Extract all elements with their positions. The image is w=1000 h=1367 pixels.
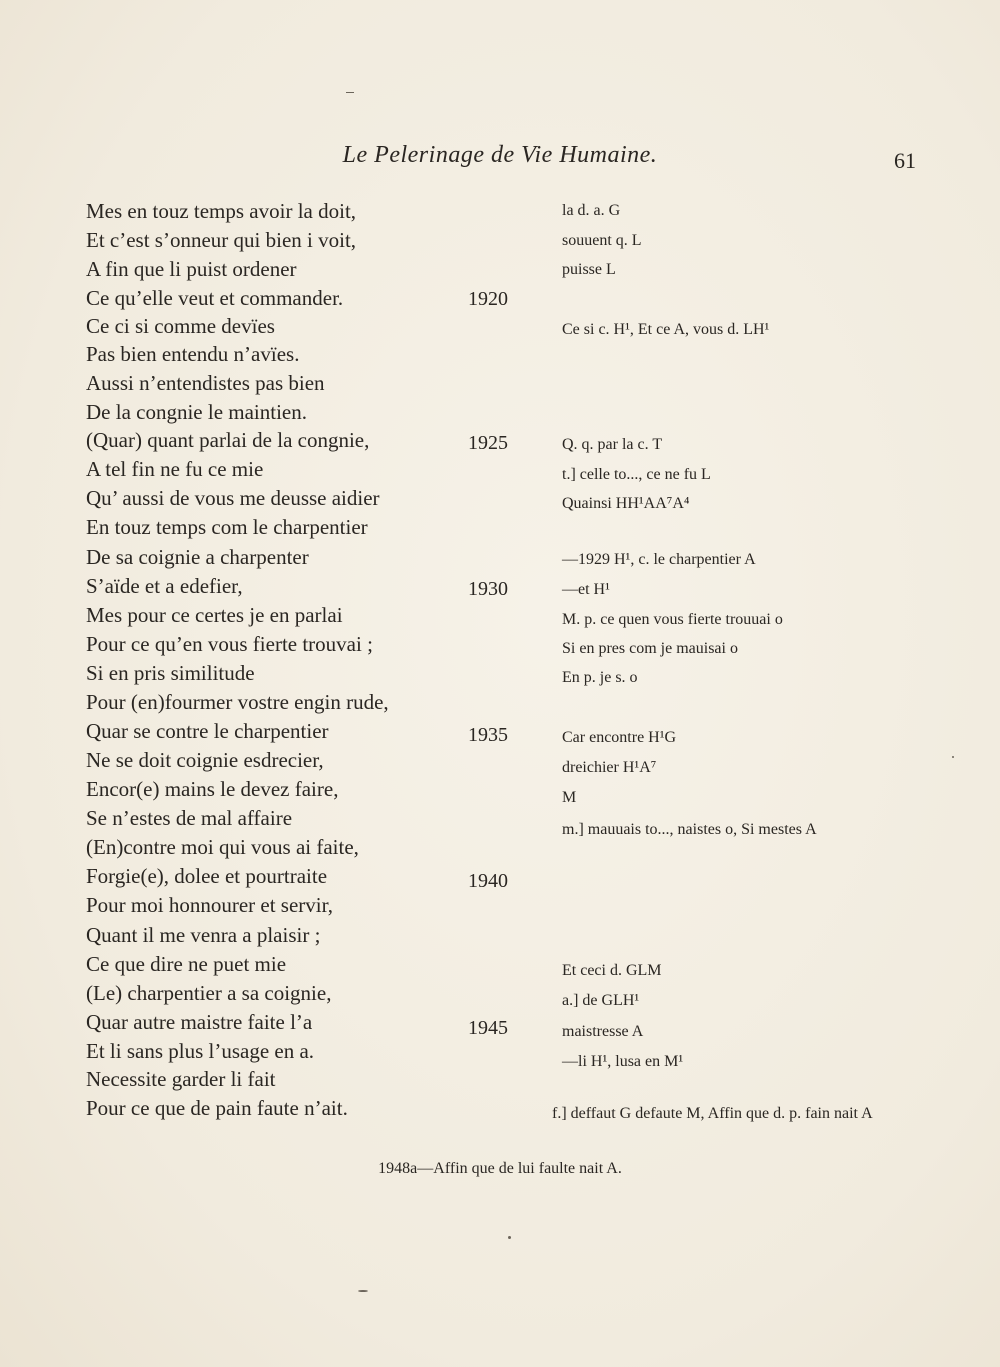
verse-line: Quar autre maistre faite l’a: [86, 1010, 313, 1034]
ink-mark: [346, 92, 354, 93]
variant-note: —et H¹: [562, 581, 610, 598]
ink-speck: [358, 1290, 368, 1292]
variant-note: Et ceci d. GLM: [562, 962, 662, 979]
verse-line: Necessite garder li fait: [86, 1067, 276, 1091]
page-number: 61: [894, 148, 916, 173]
variant-note: M. p. ce quen vous fierte trouuai o: [562, 611, 783, 628]
variant-note: souuent q. L: [562, 232, 642, 249]
variant-note: puisse L: [562, 261, 616, 278]
verse-line: Si en pris similitude: [86, 661, 255, 685]
verse-line: (Le) charpentier a sa coignie,: [86, 981, 332, 1005]
verse-line: Qu’ aussi de vous me deusse aidier: [86, 486, 380, 510]
verse-line: Quar se contre le charpentier: [86, 719, 329, 743]
verse-line: De sa coignie a charpenter: [86, 545, 309, 569]
verse-line: De la congnie le maintien.: [86, 400, 308, 424]
variant-note: m.] mauuais to..., naistes o, Si mestes A: [562, 821, 817, 838]
verse-line: Se n’estes de mal affaire: [86, 806, 293, 830]
variant-note: —li H¹, lusa en M¹: [562, 1053, 684, 1070]
verse-line: Ce que dire ne puet mie: [86, 952, 287, 976]
ink-speck: [952, 756, 954, 758]
line-number: 1925: [468, 432, 508, 454]
verse-line: Pour moi honnourer et servir,: [86, 893, 334, 917]
verse-line: Ne se doit coignie esdrecier,: [86, 748, 324, 772]
verse-line: Forgie(e), dolee et pourtraite: [86, 864, 328, 888]
verse-line: Et c’est s’onneur qui bien i voit,: [86, 228, 357, 252]
verse-line: Pour (en)fourmer vostre engin rude,: [86, 690, 389, 714]
variant-note: M: [562, 789, 577, 806]
line-number: 1940: [468, 870, 508, 892]
verse-line: (Quar) quant parlai de la congnie,: [86, 428, 370, 452]
verse-line: Mes en touz temps avoir la doit,: [86, 199, 357, 223]
verse-line: Pour ce que de pain faute n’ait.: [86, 1096, 348, 1120]
ink-speck: [508, 1236, 511, 1239]
line-number: 1945: [468, 1017, 508, 1039]
variant-note: —1929 H¹, c. le charpentier A: [562, 551, 756, 568]
verse-line: Aussi n’entendistes pas bien: [86, 371, 325, 395]
line-number: 1935: [468, 724, 508, 746]
variant-note: Si en pres com je mauisai o: [562, 640, 738, 657]
line-number: 1930: [468, 578, 508, 600]
variant-note: dreichier H¹A⁷: [562, 759, 657, 776]
verse-line: Pour ce qu’en vous fierte trouvai ;: [86, 632, 373, 656]
running-title: Le Pelerinage de Vie Humaine.: [342, 142, 658, 168]
variant-note: a.] de GLH¹: [562, 992, 640, 1009]
variant-note: f.] deffaut G defaute M, Affin que d. p. fain nait A: [552, 1105, 873, 1122]
verse-line: Encor(e) mains le devez faire,: [86, 777, 339, 801]
variant-note: En p. je s. o: [562, 669, 638, 686]
verse-line: Pas bien entendu n’avïes.: [86, 342, 300, 366]
variant-note: la d. a. G: [562, 202, 621, 219]
verse-line: A tel fin ne fu ce mie: [86, 457, 264, 481]
verse-line: (En)contre moi qui vous ai faite,: [86, 835, 359, 859]
verse-line: A fin que li puist ordener: [86, 257, 297, 281]
verse-line: Et li sans plus l’usage en a.: [86, 1039, 315, 1063]
verse-line: Quant il me venra a plaisir ;: [86, 923, 321, 947]
variant-note: Q. q. par la c. T: [562, 436, 663, 453]
variant-note: Quainsi HH¹AA⁷A⁴: [562, 495, 690, 512]
verse-line: S’aïde et a edefier,: [86, 574, 243, 598]
variant-note: maistresse A: [562, 1023, 644, 1040]
verse-line: Mes pour ce certes je en parlai: [86, 603, 343, 627]
footnote: 1948a—Affin que de lui faulte nait A.: [378, 1160, 622, 1177]
variant-note: Ce si c. H¹, Et ce A, vous d. LH¹: [562, 321, 770, 338]
verse-line: Ce ci si comme devïes: [86, 314, 275, 338]
line-number: 1920: [468, 288, 508, 310]
verse-line: En touz temps com le charpentier: [86, 515, 368, 539]
verse-line: Ce qu’elle veut et commander.: [86, 286, 344, 310]
variant-note: Car encontre H¹G: [562, 729, 677, 746]
variant-note: t.] celle to..., ce ne fu L: [562, 466, 711, 483]
